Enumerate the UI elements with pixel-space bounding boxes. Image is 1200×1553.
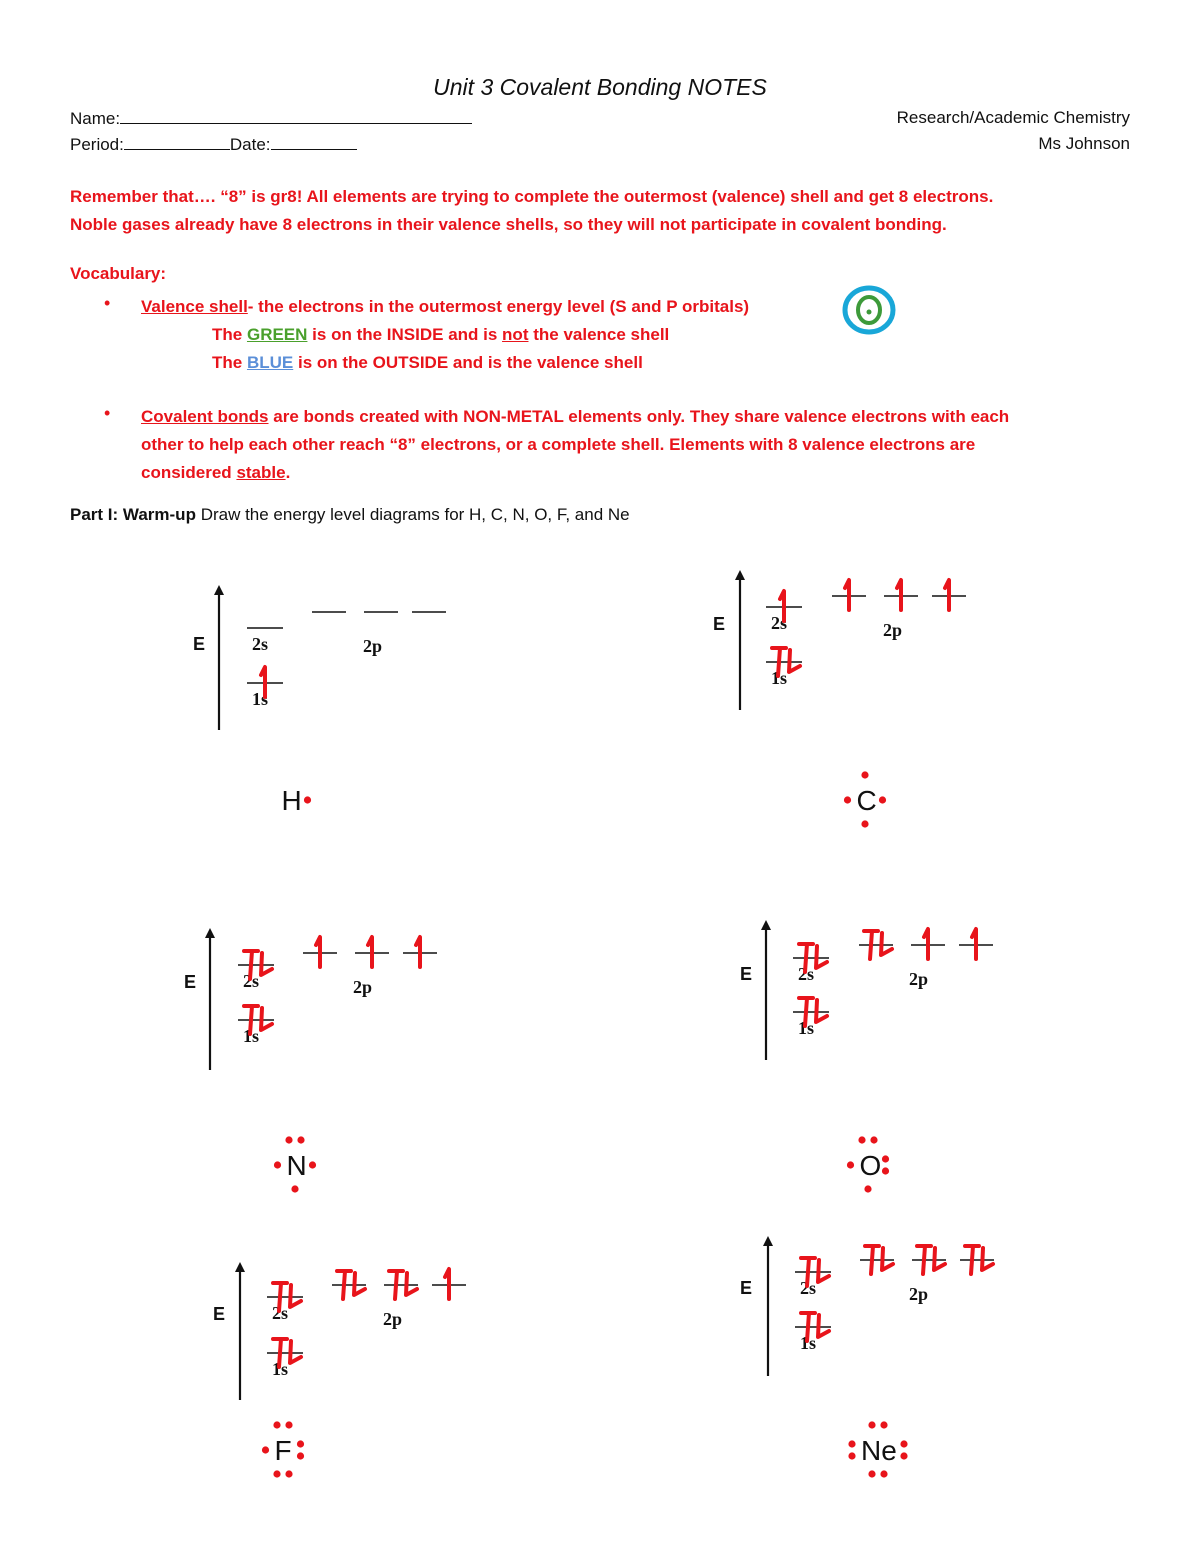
orbital-2s-label: 2s xyxy=(771,613,788,633)
valence-electron-dot xyxy=(844,796,851,803)
intro-line-1: Remember that…. “8” is gr8! All elements are trying to complete the outermost (valence) shell and get 8 electrons. xyxy=(70,187,994,206)
electron-up-arrow xyxy=(316,937,320,967)
electron-down-arrow xyxy=(818,1315,829,1337)
arrow-up-icon xyxy=(235,1262,245,1272)
covalent-bonds-definition: Covalent bonds are bonds created with NON-METAL elements only. They share valence electrons with each xyxy=(141,407,1010,426)
electron-down-arrow xyxy=(816,1000,827,1022)
arrow-up-icon xyxy=(735,570,745,580)
electron-down-arrow xyxy=(261,1008,272,1030)
valence-electron-dot xyxy=(868,1470,875,1477)
valence-electron-dot xyxy=(285,1470,292,1477)
valence-electron-dot xyxy=(900,1440,907,1447)
period-label: Period: xyxy=(70,135,124,154)
covalent-bonds-term: Covalent bonds xyxy=(141,407,269,426)
vocabulary-title: Vocabulary: xyxy=(70,264,167,283)
orbital-2p-label: 2p xyxy=(883,620,903,640)
element-symbol: F xyxy=(274,1435,292,1466)
electron-down-arrow xyxy=(982,1248,993,1270)
teacher-name: Ms Johnson xyxy=(1038,134,1130,153)
valence-electron-dot xyxy=(309,1161,316,1168)
orbital-1s-label: 1s xyxy=(252,689,269,709)
bullet-icon: • xyxy=(104,293,111,313)
page-title: Unit 3 Covalent Bonding NOTES xyxy=(433,74,767,100)
orbital-2s-label: 2s xyxy=(272,1303,289,1323)
electron-up-arrow xyxy=(945,580,949,610)
valence-electron-dot xyxy=(882,1167,889,1174)
electron-up-arrow xyxy=(445,1269,449,1299)
electron-down-arrow xyxy=(934,1248,945,1270)
electron-down-arrow xyxy=(261,953,272,975)
electron-up-arrow xyxy=(924,929,928,959)
orbital-2s-label: 2s xyxy=(243,971,260,991)
element-symbol: C xyxy=(856,785,877,816)
energy-axis-label: E xyxy=(740,1278,753,1298)
orbital-2p-label: 2p xyxy=(383,1309,403,1329)
valence-electron-dot xyxy=(304,796,311,803)
green-explanation: The GREEN is on the INSIDE and is not the valence shell xyxy=(212,325,670,344)
valence-electron-dot xyxy=(864,1185,871,1192)
valence-electron-dot xyxy=(297,1440,304,1447)
date-label: Date: xyxy=(229,135,271,154)
electron-down-arrow xyxy=(881,933,892,955)
orbital-2s-label: 2s xyxy=(798,964,815,984)
valence-electron-dot xyxy=(262,1446,269,1453)
valence-electron-dot xyxy=(848,1452,855,1459)
electron-down-arrow xyxy=(354,1273,365,1295)
orbital-2s-label: 2s xyxy=(252,634,269,654)
not-word: not xyxy=(502,325,529,344)
orbital-2s-label: 2s xyxy=(800,1278,817,1298)
orbital-2p-label: 2p xyxy=(353,977,373,997)
energy-axis-label: E xyxy=(193,634,206,654)
green-word: GREEN xyxy=(246,325,308,344)
electron-up-arrow xyxy=(845,580,849,610)
orbital-2p-label: 2p xyxy=(909,969,929,989)
valence-electron-dot xyxy=(285,1136,292,1143)
energy-axis-label: E xyxy=(740,964,753,984)
valence-electron-dot xyxy=(848,1440,855,1447)
valence-electron-dot xyxy=(858,1136,865,1143)
element-symbol: H xyxy=(281,785,302,816)
arrow-up-icon xyxy=(214,585,224,595)
valence-electron-dot xyxy=(900,1452,907,1459)
electron-down-arrow xyxy=(882,1248,893,1270)
element-symbol: N xyxy=(286,1150,307,1181)
orbital-1s-label: 1s xyxy=(243,1026,260,1046)
electron-down-arrow xyxy=(290,1341,301,1363)
valence-electron-dot xyxy=(273,1421,280,1428)
orbital-1s-label: 1s xyxy=(798,1018,815,1038)
course-name: Research/Academic Chemistry xyxy=(896,108,1130,127)
bullet-icon: • xyxy=(104,403,111,423)
blue-word: BLUE xyxy=(246,353,294,372)
energy-axis-label: E xyxy=(213,1304,226,1324)
valence-electron-dot xyxy=(880,1470,887,1477)
electron-down-arrow xyxy=(818,1260,829,1282)
electron-up-arrow xyxy=(416,937,420,967)
electron-up-arrow xyxy=(972,929,976,959)
valence-electron-dot xyxy=(297,1452,304,1459)
arrow-up-icon xyxy=(763,1236,773,1246)
orbital-1s-label: 1s xyxy=(800,1333,817,1353)
valence-electron-dot xyxy=(274,1161,281,1168)
electron-down-arrow xyxy=(406,1273,417,1295)
valence-electron-dot xyxy=(879,796,886,803)
valence-shell-term: Valence shell xyxy=(141,297,248,316)
part1-heading: Part I: Warm-up Draw the energy level diagrams for H, C, N, O, F, and Ne xyxy=(70,505,630,524)
electron-down-arrow xyxy=(789,650,800,672)
valence-electron-dot xyxy=(861,771,868,778)
stable-term: stable xyxy=(236,463,286,482)
valence-electron-dot xyxy=(870,1136,877,1143)
arrow-up-icon xyxy=(761,920,771,930)
orbital-2p-label: 2p xyxy=(909,1284,929,1304)
covalent-bonds-line-2: other to help each other reach “8” electrons, or a complete shell. Elements with 8 valence electrons are xyxy=(141,435,976,454)
valence-electron-dot xyxy=(880,1421,887,1428)
name-label: Name: xyxy=(70,109,121,128)
valence-electron-dot xyxy=(297,1136,304,1143)
electron-up-arrow xyxy=(897,580,901,610)
intro-line-2: Noble gases already have 8 electrons in their valence shells, so they will not participate in covalent bonding. xyxy=(70,215,947,234)
element-symbol: Ne xyxy=(861,1435,897,1466)
valence-electron-dot xyxy=(868,1421,875,1428)
element-symbol: O xyxy=(859,1150,882,1181)
valence-electron-dot xyxy=(273,1470,280,1477)
valence-electron-dot xyxy=(285,1421,292,1428)
electron-up-arrow xyxy=(368,937,372,967)
valence-shell-text: - the electrons in the outermost energy level (S and P orbitals) xyxy=(247,297,750,316)
valence-electron-dot xyxy=(291,1185,298,1192)
electron-down-arrow xyxy=(290,1285,301,1307)
blue-explanation: The BLUE is on the OUTSIDE and is the valence shell xyxy=(212,353,643,372)
covalent-bonds-line-3: considered stable. xyxy=(141,463,291,482)
orbital-1s-label: 1s xyxy=(771,668,788,688)
orbital-2p-label: 2p xyxy=(363,636,383,656)
electron-down-arrow xyxy=(816,946,827,968)
valence-electron-dot xyxy=(861,820,868,827)
energy-axis-label: E xyxy=(713,614,726,634)
orbital-1s-label: 1s xyxy=(272,1359,289,1379)
arrow-up-icon xyxy=(205,928,215,938)
valence-electron-dot xyxy=(882,1155,889,1162)
energy-axis-label: E xyxy=(184,972,197,992)
valence-electron-dot xyxy=(847,1161,854,1168)
